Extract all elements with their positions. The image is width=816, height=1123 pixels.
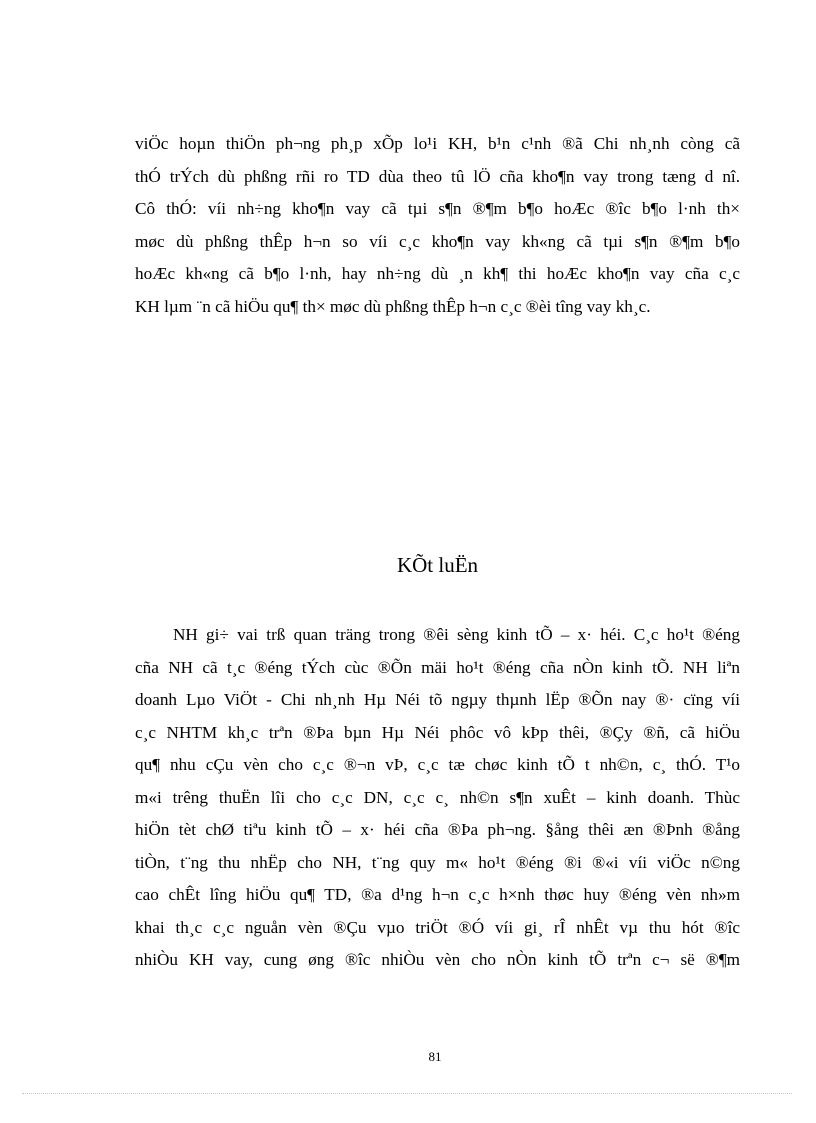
text-line: doanh Lµo ViÖt - Chi nh¸nh Hµ Néi tõ ngµy thµnh lËp ®Õn nay ®· cïng víi <box>135 690 740 709</box>
paragraph-conclusion <box>135 619 740 977</box>
text-line: hiÖn tèt chØ tiªu kinh tÕ – x· héi cña ®Þa ph¬ng. §ång thêi æn ®Þnh ®ång <box>135 820 740 839</box>
text-line: thÓ trÝch dù phßng rñi ro TD dùa theo tû lÖ cña kho¶n vay trong tæng d nî. <box>135 166 740 186</box>
text-line: hoÆc kh«ng cã b¶o l·nh, hay nh÷ng dù ¸n kh¶ thi hoÆc kho¶n vay cña c¸c <box>135 264 740 283</box>
page-bottom-rule <box>22 1093 792 1094</box>
text-line: cao chÊt lîng hiÖu qu¶ TD, ®a d¹ng h¬n c¸c h×nh thøc huy ®éng vèn nh»m <box>135 885 740 904</box>
text-line: nhiÒu KH vay, cung øng ®îc nhiÒu vèn cho nÒn kinh tÕ trªn c¬ së ®¶m <box>135 950 740 969</box>
text-line: tiÒn, t¨ng thu nhËp cho NH, t¨ng quy m« ho¹t ®éng ®i ®«i víi viÖc n©ng <box>135 852 740 872</box>
text-line: khai th¸c c¸c nguån vèn ®Çu vµo triÖt ®Ó víi gi¸ rÎ nhÊt vµ thu hót ®îc <box>135 917 740 937</box>
text-line: qu¶ nhu cÇu vèn cho c¸c ®¬n vÞ, c¸c tæ chøc kinh tÕ t nh©n, c¸ thÓ. T¹o <box>135 755 740 774</box>
section-heading: KÕt luËn <box>396 553 479 577</box>
text-line: møc dù phßng thÊp h¬n so víi c¸c kho¶n vay kh«ng cã tµi s¶n ®¶m b¶o <box>135 231 740 251</box>
paragraph-continuation <box>135 128 740 323</box>
text-line: c¸c NHTM kh¸c trªn ®Þa bµn Hµ Néi phôc vô kÞp thêi, ®Çy ®ñ, cã hiÖu <box>135 722 740 742</box>
text-line: viÖc hoµn thiÖn ph¬ng ph¸p xÕp lo¹i KH, b¹n c¹nh ®ã Chi nh¸nh còng cã <box>135 134 740 153</box>
text-line: NH gi÷ vai trß quan träng trong ®êi sèng kinh tÕ – x· héi. C¸c ho¹t ®éng <box>173 625 740 644</box>
text-line: m«i trêng thuËn lîi cho c¸c DN, c¸c c¸ nh©n s¶n xuÊt – kinh doanh. Thùc <box>135 787 740 807</box>
text-line: Cô thÓ: víi nh÷ng kho¶n vay cã tµi s¶n ®¶m b¶o hoÆc ®îc b¶o l·nh th× <box>135 199 740 218</box>
text-line: KH lµm ¨n cã hiÖu qu¶ th× møc dù phßng thÊp h¬n c¸c ®èi tîng vay kh¸c. <box>135 296 651 316</box>
page-number: 81 <box>428 1049 442 1064</box>
text-line: cña NH cã t¸c ®éng tÝch cùc ®Õn mäi ho¹t ®éng cña nÒn kinh tÕ. NH liªn <box>135 657 740 677</box>
